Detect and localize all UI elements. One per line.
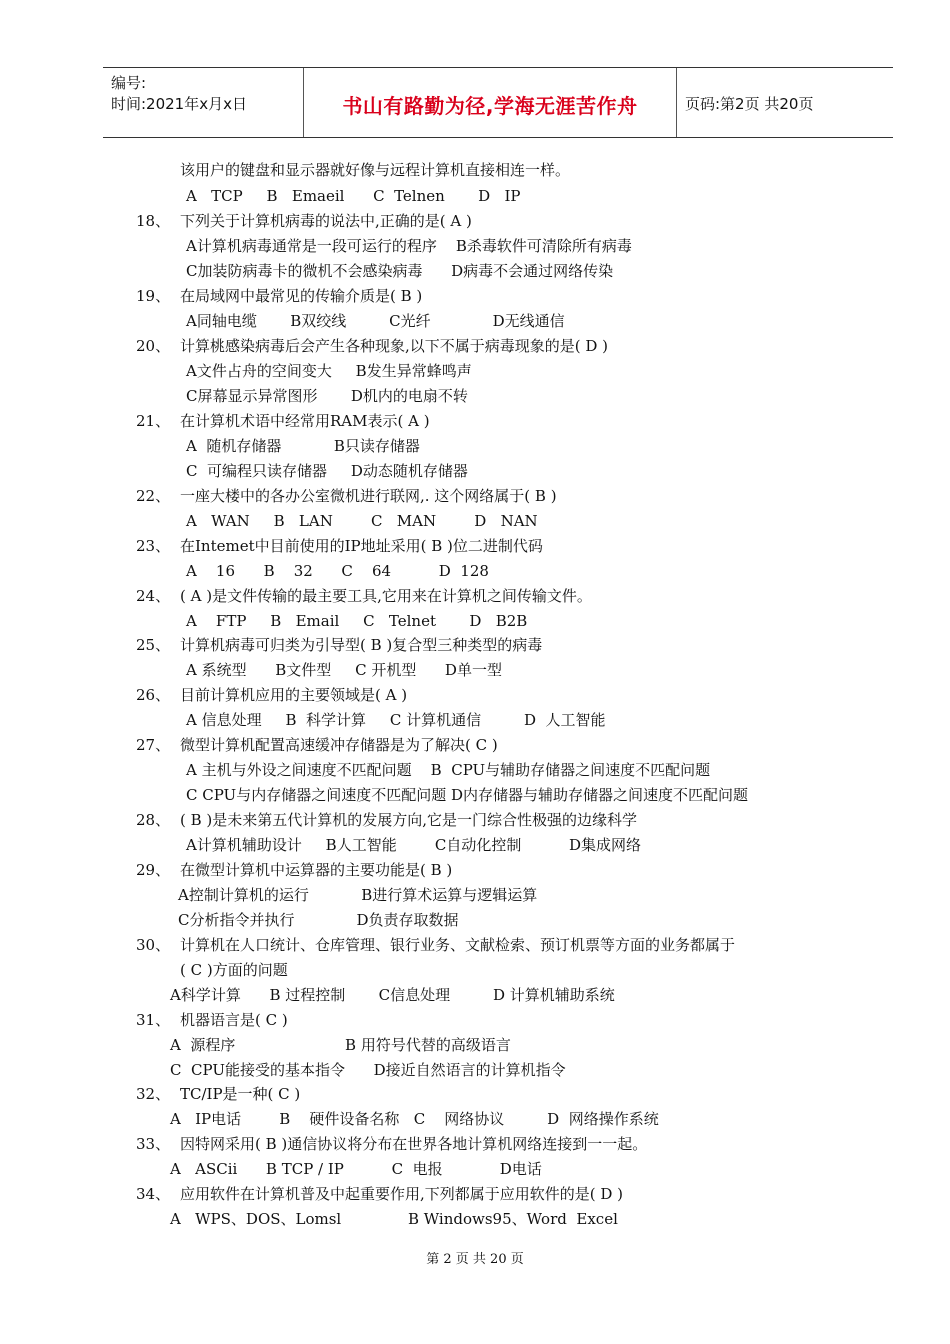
question-number: 25、 [136,636,171,654]
header-page-cell [677,68,893,137]
page-header [103,67,893,138]
options-line: A WPS、DOS、Lomsl B Windows95、Word Excel [170,1210,618,1228]
question-text: 计算机病毒可归类为引导型( B )复合型三种类型的病毒 [180,636,543,654]
options-line: A控制计算机的运行 B进行算术运算与逻辑运算 [178,886,538,904]
page-info: 页码:第2页 共20页 [685,95,814,113]
question-text: 目前计算机应用的主要领域是( A ) [180,686,408,704]
question-number: 29、 [136,861,171,879]
options-line: A计算机辅助设计 B人工智能 C自动化控制 D集成网络 [186,836,642,854]
question-number: 34、 [136,1185,171,1203]
question-number: 23、 [136,537,171,555]
question-text: ( B )是未来第五代计算机的发展方向,它是一门综合性极强的边缘科学 [180,811,638,829]
options-line: A WAN B LAN C MAN D NAN [186,512,538,530]
options-line: C加装防病毒卡的微机不会感染病毒 D病毒不会通过网络传染 [186,262,614,280]
options-line: A计算机病毒通常是一段可运行的程序 B杀毒软件可清除所有病毒 [186,237,632,255]
question-text: TC/IP是一种( C ) [180,1085,301,1103]
options-line: C CPU能接受的基本指令 D接近自然语言的计算机指令 [170,1061,566,1079]
motto: 书山有路勤为径,学海无涯苦作舟 [342,94,638,118]
question-number: 24、 [136,587,171,605]
options-line: A同轴电缆 B双绞线 C光纤 D无线通信 [186,312,565,330]
page-footer: 第 2 页 共 20 页 [426,1252,524,1267]
question-text: 在计算机术语中经常用RAM表示( A ) [180,412,430,430]
question-number: 32、 [136,1085,171,1103]
question-number: 33、 [136,1135,171,1153]
text-line: 该用户的键盘和显示器就好像与远程计算机直接相连一样。 [180,161,571,179]
options-line: A 源程序 B 用符号代替的高级语言 [170,1036,511,1054]
question-text: 微型计算机配置高速缓冲存储器是为了解决( C ) [180,736,498,754]
header-meta-cell [103,68,303,137]
question-text: ( A )是文件传输的最主要工具,它用来在计算机之间传输文件。 [180,587,592,605]
question-number: 27、 [136,736,171,754]
options-line: C分析指令并执行 D负责存取数据 [178,911,459,929]
question-text: 在Intemet中目前使用的IP地址采用( B )位二进制代码 [180,537,543,555]
options-line: A 主机与外设之间速度不匹配问题 B CPU与辅助存储器之间速度不匹配问题 [186,761,711,779]
options-line: A 16 B 32 C 64 D 128 [186,562,489,580]
time-label: 时间:2021年x月x日 [111,95,247,113]
question-number: 30、 [136,936,171,954]
code-label: 编号: [111,74,147,92]
options-line: A TCP B Emaeil C Telnen D IP [186,187,521,205]
options-line: A 信息处理 B 科学计算 C 计算机通信 D 人工智能 [186,711,606,729]
question-number: 20、 [136,337,171,355]
question-text: 在微型计算机中运算器的主要功能是( B ) [180,861,453,879]
question-text: 计算桃感染病毒后会产生各种现象,以下不属于病毒现象的是( D ) [180,337,609,355]
question-number: 18、 [136,212,171,230]
question-text-continued: ( C )方面的问题 [180,961,288,979]
question-number: 31、 [136,1011,171,1029]
header-motto-cell [303,68,677,137]
options-line: A FTP B Email C Telnet D B2B [186,612,528,630]
question-text: 机器语言是( C ) [180,1011,288,1029]
question-text: 计算机在人口统计、仓库管理、银行业务、文献检索、预订机票等方面的业务都属于 [180,936,736,954]
question-number: 21、 [136,412,171,430]
options-line: C CPU与内存储器之间速度不匹配问题 D内存储器与辅助存储器之间速度不匹配问题 [186,786,748,804]
options-line: A 系统型 B文件型 C 开机型 D单一型 [186,661,502,679]
options-line: A文件占舟的空间变大 B发生异常蜂鸣声 [186,362,472,380]
question-number: 19、 [136,287,171,305]
question-number: 28、 [136,811,171,829]
options-line: A IP电话 B 硬件设备名称 C 网络协议 D 网络操作系统 [170,1110,659,1128]
options-line: A科学计算 B 过程控制 C信息处理 D 计算机辅助系统 [170,986,615,1004]
question-text: 应用软件在计算机普及中起重要作用,下列都属于应用软件的是( D ) [180,1185,624,1203]
options-line: A 随机存储器 B只读存储器 [186,437,420,455]
options-line: A ASCii B TCP / IP C 电报 D电话 [170,1160,542,1178]
options-line: C 可编程只读存储器 D动态随机存储器 [186,462,468,480]
question-number: 22、 [136,487,171,505]
options-line: C屏幕显示异常图形 D机内的电扇不转 [186,387,468,405]
question-text: 在局域网中最常见的传输介质是( B ) [180,287,423,305]
question-text: 因特网采用( B )通信协议将分布在世界各地计算机网络连接到一一起。 [180,1135,648,1153]
question-text: 一座大楼中的各办公室微机进行联网,. 这个网络属于( B ) [180,487,557,505]
question-text: 下列关于计算机病毒的说法中,正确的是( A ) [180,212,472,230]
question-number: 26、 [136,686,171,704]
